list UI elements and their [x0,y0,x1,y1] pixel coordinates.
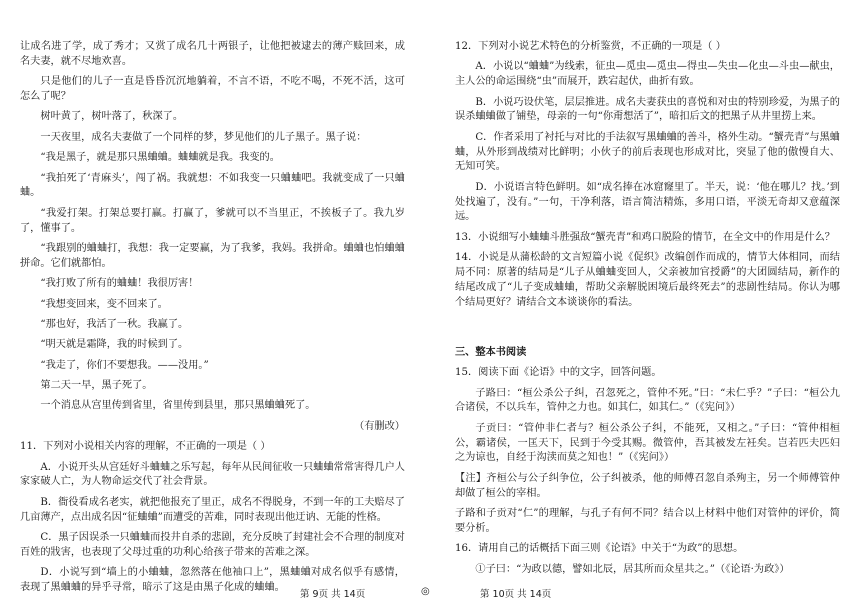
question-12-option-a: A．小说以“蛐蛐”为线索，征虫—觅虫—觅虫—得虫—失虫—化虫—斗虫—献虫，主人公的命运围绕“虫”而展开，跌宕起伏，曲折有致。 [455,61,840,88]
question-12-option-b: B．小说巧设伏笔，层层推进。成名夫妻获虫的喜悦和对虫的特别珍爱，为黑子的误杀蛐蛐做了铺垫，母亲的一句“你甭想活了”，暗扣后文的把黑子从井里捞上来。 [455,96,840,123]
story-paragraph: “我拍死了‘青麻头’，闯了祸。我就想：不如我变一只蛐蛐吧。我就变成了一只蛐蛐。 [20,172,405,199]
question-15-prompt: 子路和子贡对“仁”的理解，与孔子有何不同？结合以上材料中他们对管仲的评价，简要分析。 [455,508,840,534]
story-paragraph: 一天夜里，成名夫妻做了一个同样的梦，梦见他们的儿子黑子。黑子说： [40,131,367,143]
story-paragraph: 一个消息从宫里传到省里，省里传到县里，那只黑蛐蛐死了。 [40,400,316,412]
story-paragraph: “我跟别的蛐蛐打，我想：我一定要赢，为了我爹，我妈。我拼命。蛐蛐也怕蛐蛐拼命。它们就都怕。 [20,242,405,269]
left-column [20,40,405,601]
question-11-option-d: D．小说写到“墙上的小蛐蛐，忽然落在他袖口上”，黑蛐蛐对成名似乎有感情，表现了黑蛐蛐的异乎寻常，暗示了这是由黑子化成的蛐蛐。 [20,567,405,593]
analects-excerpt-1: 子路曰：“桓公杀公子纠，召忽死之，管仲不死。”曰：“未仁乎？”子曰：“桓公九合诸侯，不以兵车，管仲之力也。如其仁，如其仁。”（《宪问》） [455,387,840,414]
story-paragraph: 让成名进了学，成了秀才；又赏了成名几十两银子，让他把被逮去的薄产赎回来，成名夫妻，就不尽地欢喜。 [20,41,405,67]
question-15-stem: 15．阅读下面《论语》中的文字，回答问题。 [455,367,662,379]
question-12-option-d: D．小说语言特色鲜明。如“成名捧在冰窟窿里了。半天，说：‘他在哪儿？找。’到处找遍了，没有。”一句，干净利落，语言简洁精炼，多用口语，平淡无奇却又意蕴深远。 [455,181,840,223]
story-paragraph: 第二天一早，黑子死了。 [40,380,153,392]
story-paragraph: 只是他们的儿子一直是昏昏沉沉地躺着，不言不语，不吃不喝，不死不活，这可怎么了呢？ [20,76,405,102]
analects-excerpt-2: 子贡曰：“管仲非仁者与？桓公杀公子纠，不能死，又相之。”子曰：“管仲相桓公，霸诸侯，一匡天下，民到于今受其赐。微管仲，吾其被发左衽矣。岂若匹夫匹妇之为谅也，自经于沟渎而莫之知也！”（《宪问》） [455,422,840,464]
question-13: 13．小说细写小蛐蛐斗胜强敌“蟹壳青”和鸡口脱险的情节，在全文中的作用是什么？ [455,231,835,243]
story-paragraph: “我爱打架。打架总要打赢。打赢了，爹就可以不当里正，不挨板子了。我九岁了，懂事了。 [20,207,405,234]
question-11-stem: 11．下列对小说相关内容的理解，不正确的一项是（ ） [20,441,271,453]
question-11-option-c: C．黑子因误杀一只蛐蛐而投井自杀的悲剧，充分反映了封建社会不合理的制度对百姓的戕害，也表现了父母过重的功利心给孩子带来的苦难之深。 [20,532,405,558]
question-12-option-c: C．作者采用了衬托与对比的手法叙写黑蛐蛐的善斗，格外生动。“蟹壳青”与黑蛐蛐，从外形到战绩对比鲜明；小伙子的前后表现也形成对比，突显了他的傲慢自大、无知可笑。 [455,131,840,173]
story-paragraph: “我想变回来，变不回来了。 [40,298,168,310]
story-paragraph: “那也好，我活了一秋。我赢了。 [40,318,189,330]
section-spacer [455,316,840,346]
question-14: 14．小说是从蒲松龄的文言短篇小说《促织》改编创作而成的，情节大体相同，而结局不同：原著的结局是“儿子从蛐蛐变回人，父亲被加官授爵”的大团圆结局，新作的结尾改成了“儿子变成蛐蛐，帮助父亲解脱困境后最终死去”的悲剧性结局。你认为哪个结局更好？请结合文本谈谈你的看法。 [455,252,840,308]
page-number-right: 第 10页 共 14页 [480,589,552,600]
binding-mark-icon: ◎ [421,586,430,597]
annotation-note: 【注】齐桓公与公子纠争位，公子纠被杀，他的师傅召忽自杀殉主，另一个师傅管仲却做了桓公的宰相。 [455,472,840,499]
story-paragraph: “我是黑子，就是那只黑蛐蛐。蛐蛐就是我。我变的。 [40,152,280,164]
question-16-stem: 16．请用自己的话概括下面三则《论语》中关于“为政”的思想。 [455,543,744,555]
story-paragraph: “我走了，你们不要想我。——没用。” [40,359,209,371]
story-paragraph: 树叶黄了，树叶落了，秋深了。 [40,111,184,123]
question-11-option-a: A．小说开头从宫廷好斗蛐蛐之乐写起，每年从民间征收一只蛐蛐常常害得几户人家家破人亡，为人物命运交代了社会背景。 [20,461,405,488]
story-paragraph: “明天就是霜降，我的时候到了。 [40,339,189,351]
story-paragraph: “我打败了所有的蛐蛐！我很厉害！ [40,278,199,290]
question-12-stem: 12．下列对小说艺术特色的分析鉴赏，不正确的一项是（ ） [455,41,726,52]
page-number-left: 第 9页 共 14页 [300,589,366,600]
section-heading: 三、整本书阅读 [455,346,527,358]
question-11-option-b: B．衙役看成名老实，就把他报充了里正，成名不得脱身，不到一年的工夫赔尽了几亩薄产，点出成名因“征蛐蛐”而遭受的苦难，同时表现出他迂讷、无能的性格。 [20,496,405,523]
right-column [455,40,840,583]
source-note: （有删改） [354,420,405,432]
analects-excerpt-3: ①子曰：“为政以德，譬如北辰，居其所而众星共之。”（《论语·为政》） [475,563,790,575]
